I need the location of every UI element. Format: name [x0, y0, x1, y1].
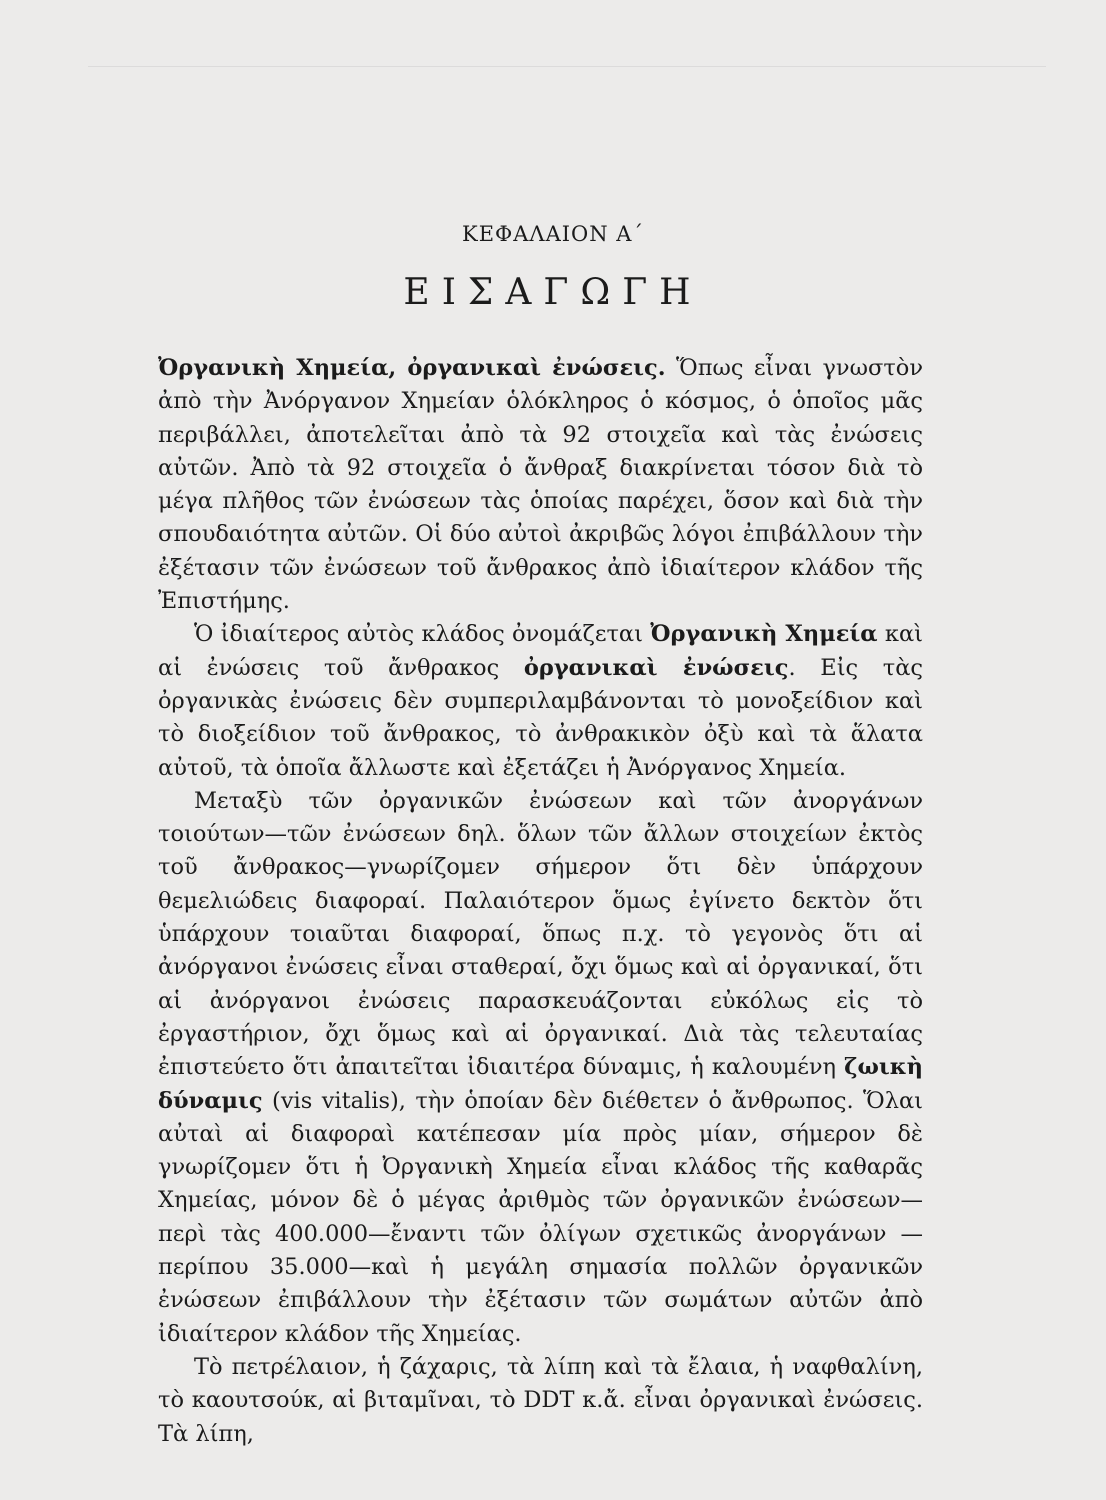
paragraph-3-part-2: (vis vitalis), τὴν ὁποίαν δὲν διέθετεν ὁ ἄνθρωπος. Ὅλαι αὐταὶ αἱ διαφοραὶ κατέπεσαν μία πρὸς μίαν, σήμερον δὲ γνωρίζομεν ὅτι ἡ Ὀργανικὴ Χημεία εἶναι κλάδος τῆς καθαρᾶς Χημείας, μόνον δὲ ὁ μέγας ἀριθμὸς τῶν ὀργανικῶν ἐνώσεων—περὶ τὰς 400.000—ἔναντι τῶν ὀλίγων σχετικῶς ἀνοργάνων —περίπου 35.000—καὶ ἡ μεγάλη σημασία πολλῶν ὀργανικῶν ἐνώσεων ἐπιβάλλουν τὴν ἐξέτασιν τῶν σωμάτων αὐτῶν ἀπὸ ἰδιαίτερον κλάδον τῆς Χημείας.: [158, 1087, 923, 1347]
paragraph-2-part-3: . Εἰς τὰς ὀργανικὰς ἐνώσεις δὲν συμπεριλαμβάνονται τὸ μονοξείδιον καὶ τὸ διοξείδιον τοῦ ἄνθρακος, τὸ ἀνθρακικὸν ὀξὺ καὶ τὰ ἅλατα αὐτοῦ, τὰ ὁποῖα ἄλλωστε καὶ ἐξετάζει ἡ Ἀνόργανος Χημεία.: [158, 654, 923, 781]
paragraph-3-part-1: Μεταξὺ τῶν ὀργανικῶν ἐνώσεων καὶ τῶν ἀνοργάνων τοιούτων—τῶν ἐνώσεων δηλ. ὅλων τῶν ἄλλων στοιχείων ἐκτὸς τοῦ ἄνθρακος—γνωρίζομεν σήμερον ὅτι δὲν ὑπάρχουν θεμελιώδεις διαφοραί. Παλαιότερον ὅμως ἐγίνετο δεκτὸν ὅτι ὑπάρχουν τοιαῦται διαφοραί, ὅπως π.χ. τὸ γεγονὸς ὅτι αἱ ἀνόργανοι ἐνώσεις εἶναι σταθεραί, ὄχι ὅμως καὶ αἱ ὀργανικαί, ὅτι αἱ ἀνόργανοι ἐνώσεις παρασκευάζονται εὐκόλως εἰς τὸ ἐργαστήριον, ὄχι ὅμως καὶ αἱ ὀργανικαί. Διὰ τὰς τελευταίας ἐπιστεύετο ὅτι ἀπαιτεῖται ἰδιαιτέρα δύναμις, ἡ καλουμένη: [158, 787, 923, 1081]
paragraph-4: [158, 1351, 923, 1451]
paragraph-3: [158, 785, 923, 1351]
section-title: ΕΙΣΑΓΩΓΗ: [403, 272, 703, 313]
paragraph-1-lead: Ὀργανικὴ Χημεία, ὀργανικαὶ ἐνώσεις.: [158, 355, 666, 381]
paragraph-1: [158, 352, 923, 618]
paragraph-3-term-vital-force: ζωικὴ δύναμις: [158, 1054, 923, 1114]
bleed-through-rule: [88, 66, 1046, 67]
paragraph-2-term-organic-chemistry: Ὀργανικὴ Χημεία: [650, 621, 878, 648]
paragraph-4-text: Τὸ πετρέλαιον, ἡ ζάχαρις, τὰ λίπη καὶ τὰ ἔλαια, ἡ ναφθαλίνη, τὸ καουτσούκ, αἱ βιταμῖναι, τὸ DDT κ.ἄ. εἶναι ὀργανικαὶ ἐνώσεις. Τὰ λίπη,: [158, 1353, 923, 1447]
paragraph-2: [158, 618, 923, 784]
paragraph-2-part-2: καὶ αἱ ἐνώσεις τοῦ ἄνθρακος: [158, 621, 923, 681]
body-text: [158, 352, 923, 1451]
chapter-heading: ΚΕΦΑΛΑΙΟΝ Α΄: [462, 222, 644, 246]
paragraph-2-part-1: Ὁ ἰδιαίτερος αὐτὸς κλάδος ὀνομάζεται: [194, 621, 651, 648]
paragraph-2-term-organic-compounds: ὀργανικαὶ ἐνώσεις: [523, 654, 789, 681]
paragraph-1-text: Ὅπως εἶναι γνωστὸν ἀπὸ τὴν Ἀνόργανον Χημείαν ὁλόκληρος ὁ κόσμος, ὁ ὁποῖος μᾶς περιβάλλει, ἀποτελεῖται ἀπὸ τὰ 92 στοιχεῖα καὶ τὰς ἐνώσεις αὐτῶν. Ἀπὸ τὰ 92 στοιχεῖα ὁ ἄνθραξ διακρίνεται τόσον διὰ τὸ μέγα πλῆθος τῶν ἐνώσεων τὰς ὁποίας παρέχει, ὅσον καὶ διὰ τὴν σπουδαιότητα αὐτῶν. Οἱ δύο αὐτοὶ ἀκριβῶς λόγοι ἐπιβάλλουν τὴν ἐξέτασιν τῶν ἐνώσεων τοῦ ἄνθρακος ἀπὸ ἰδιαίτερον κλάδον τῆς Ἐπιστήμης.: [158, 355, 923, 615]
